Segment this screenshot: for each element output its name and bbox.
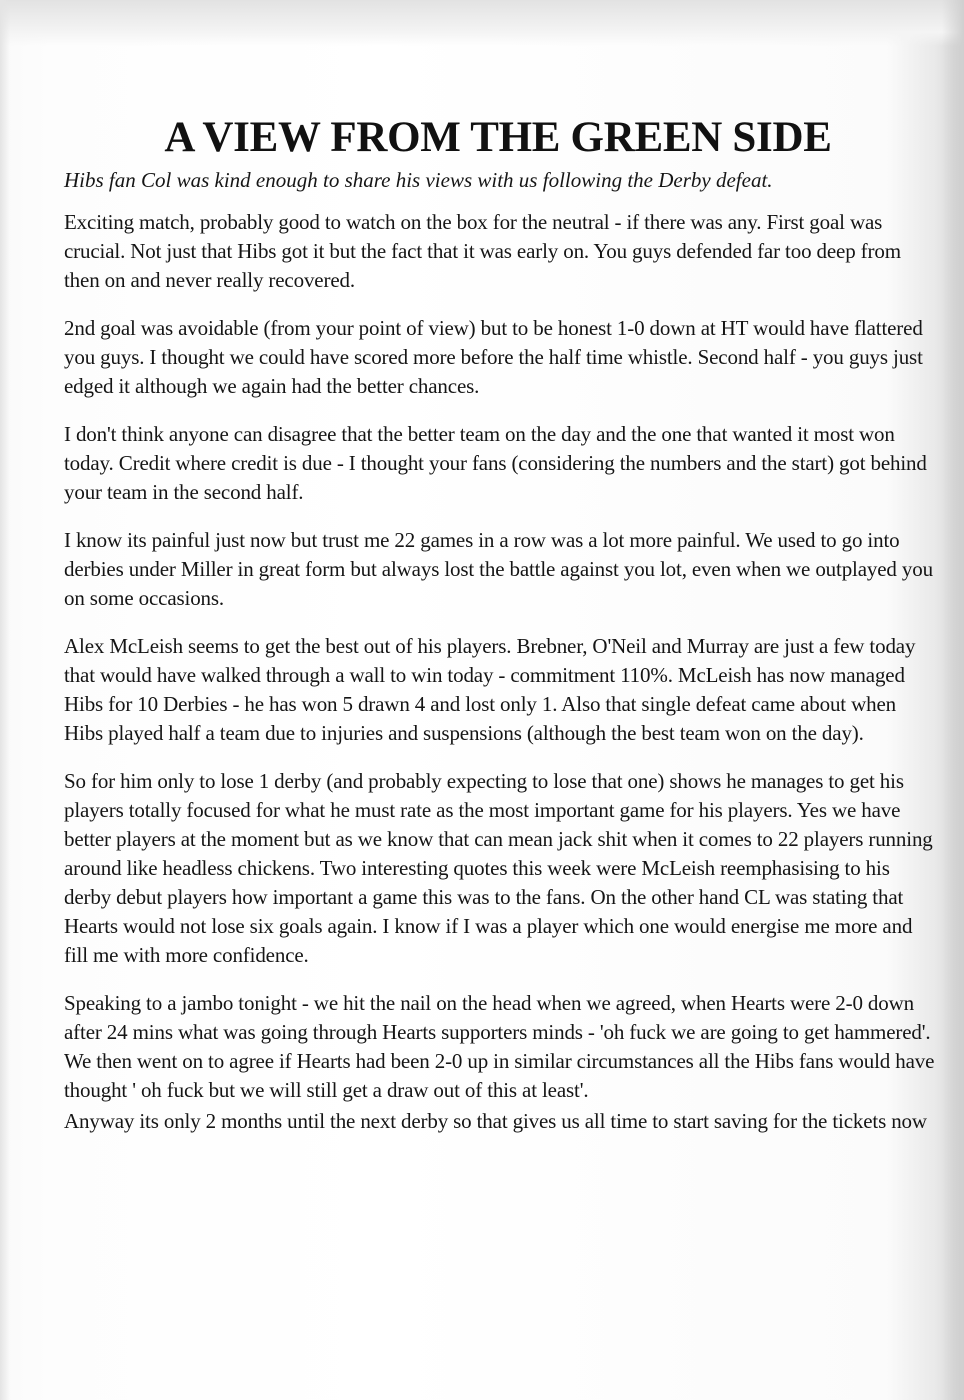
article-subtitle: Hibs fan Col was kind enough to share his views with us following the Derby defeat. bbox=[64, 168, 773, 192]
paragraph-jambo: Speaking to a jambo tonight - we hit the nail on the head when we agreed, when Hearts were 2-0 down after 24 mins what was going through Hearts supporters minds - 'oh fuck we are going to get hammered'. We then went on to agree if Hearts had been 2-0 up in similar circumstances all the Hibs fans would have thought ' oh fuck but we will still get a draw out of this at least'. bbox=[64, 991, 935, 1102]
paragraph-closing: Anyway its only 2 months until the next derby so that gives us all time to start saving for the tickets now bbox=[64, 1109, 927, 1133]
scan-right-edge bbox=[942, 0, 964, 1400]
paragraph-better-team: I don't think anyone can disagree that the better team on the day and the one that wanted it most won today. Credit where credit is due - I thought your fans (considering the numbers and the start) got behind your team in the second half. bbox=[64, 422, 927, 504]
paragraph-second-goal: 2nd goal was avoidable (from your point of view) but to be honest 1-0 down at HT would have flattered you guys. I thought we could have scored more before the half time whistle. Second half - you guys just edged it although we again had the better chances. bbox=[64, 316, 923, 398]
paragraph-match-summary: Exciting match, probably good to watch on the box for the neutral - if there was any. First goal was crucial. Not just that Hibs got it but the fact that it was early on. You guys defended far too deep from then on and never really recovered. bbox=[64, 210, 901, 292]
article bbox=[56, 112, 940, 1136]
paragraph-focus: So for him only to lose 1 derby (and probably expecting to lose that one) shows he manages to get his players totally focused for what he must rate as the most important game for his players. Yes we have better players at the moment but as we know that can mean jack shit when it comes to 22 players running around like headless chickens. Two interesting quotes this week were McLeish reemphasising to his derby debut players how important a game this was to the fans. On the other hand CL was stating that Hearts would not lose six goals again. I know if I was a player which one would energise me more and fill me with more confidence. bbox=[64, 769, 933, 967]
paragraph-mcleish: Alex McLeish seems to get the best out of his players. Brebner, O'Neil and Murray are just a few today that would have walked through a wall to win today - commitment 110%. McLeish has now managed Hibs for 10 Derbies - he has won 5 drawn 4 and lost only 1. Also that single defeat came about when Hibs played half a team due to injuries and suspensions (although the best team won on the day). bbox=[64, 634, 916, 745]
article-title: A VIEW FROM THE GREEN SIDE bbox=[164, 114, 832, 161]
scan-top-shadow bbox=[0, 0, 964, 46]
paragraph-22-games: I know its painful just now but trust me 22 games in a row was a lot more painful. We used to go into derbies under Miller in great form but always lost the battle against you lot, even when we outplayed you on some occasions. bbox=[64, 528, 933, 610]
scan-left-edge bbox=[0, 0, 10, 1400]
